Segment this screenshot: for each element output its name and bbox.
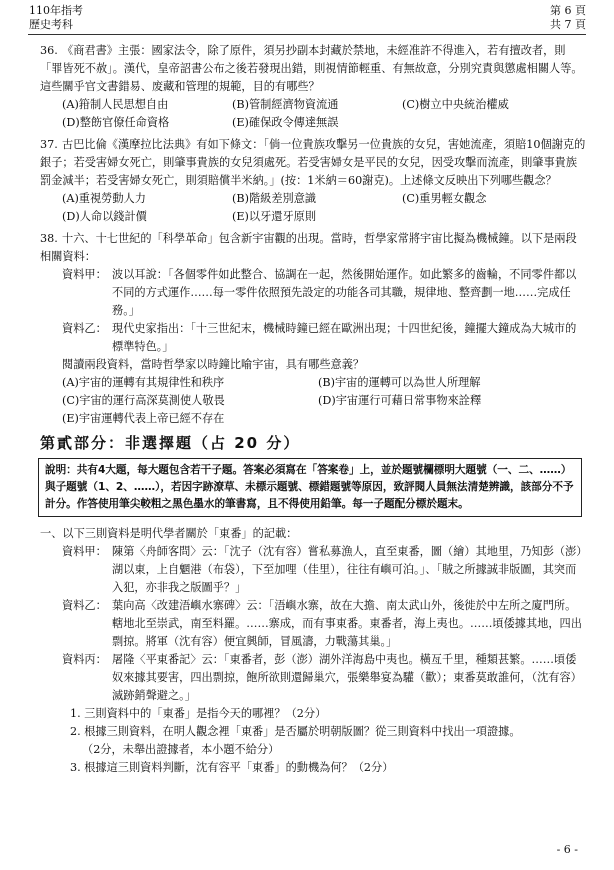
header-rule [28, 34, 586, 35]
source-c [40, 651, 586, 705]
options [40, 96, 586, 132]
question-number: 37. [40, 138, 58, 151]
option-e: (E)宇宙運轉代表上帝已經不存在 [62, 412, 225, 425]
options [40, 190, 586, 226]
source-text: 屠隆〈平東番記〉云：「東番者，彭（澎）湖外洋海島中夷也。橫亙千里，種類甚繁。……頃倭奴來據其要害，四出剽掠，飽所欲則還歸巢穴，張樂舉宴為驩（歡）；東番莫敢誰何，（沈有容）滅跡銷聲避之。」 [112, 653, 582, 702]
source-text: 陳第〈舟師客問〉云：「沈子（沈有容）嘗私募漁人，直至東番，圖（繪）其地里，乃知彭（澎）湖以東，上自魍港（布袋），下至加哩（佳里），往往有嶼可泊。」、「賊之所據誠非版圖，其突而入犯，亦非我之版圖乎？」 [112, 545, 582, 594]
header-left [29, 4, 83, 32]
option-c: (C)宇宙的運行高深莫測使人敬畏 [62, 394, 225, 407]
total-pages: 共 7 頁 [550, 18, 586, 31]
option-c: (C)重男輕女觀念 [402, 192, 487, 205]
content [40, 42, 586, 781]
instructions-box [38, 458, 582, 517]
question-37 [40, 136, 586, 226]
section-title: 第貳部分：非選擇題（占 20 分） [40, 434, 301, 452]
source-label: 資料甲： [62, 268, 107, 281]
instructions-label: 說明： [45, 464, 77, 476]
source-text: 波以耳說：「各個零件如此整合、協調在一起，然後開始運作。如此繁多的齒輪，不同零件都以不同的方式運作……每一零件依照預先設定的功能各司其職，規律地、整齊劃一地……完成任務。」 [112, 268, 577, 317]
header-right [550, 4, 586, 32]
source-text: 葉向高〈改建浯嶼水寨碑〉云：「浯嶼水寨，故在大擔、南太武山外，後徙於中左所之廈門所。轄地北至崇武，南至料羅。……寨成，而有事東番。東番者，海上夷也。……頃倭據其地，四出剽掠。將軍（沈有容）便宜興師，冒風濤，力戰蕩其巢。」 [112, 599, 582, 648]
question-ask: 閱讀兩段資料，當時哲學家以時鐘比喻宇宙，具有哪些意義？ [62, 358, 365, 371]
option-a: (A)箝制人民思想自由 [62, 98, 169, 111]
source-text: 現代史家指出：「十三世紀末，機械時鐘已經在歐洲出現；十四世紀後，鐘擺大鐘成為大城市的標準特色。」 [112, 322, 577, 353]
source-b [40, 320, 586, 356]
source-a [40, 266, 586, 320]
option-d: (D)人命以錢計價 [62, 210, 147, 223]
sub-question-2-note: （2分，未舉出證據者，本小題不給分） [82, 743, 280, 756]
footer-page-number: - 6 - [556, 843, 578, 856]
option-d: (D)整飭官僚任命資格 [62, 116, 170, 129]
source-b [40, 597, 586, 651]
option-b: (B)管制經濟物資流通 [232, 98, 339, 111]
question-number: 38. [40, 232, 58, 245]
question-text: 古巴比倫《漢摩拉比法典》有如下條文：「倘一位貴族攻擊另一位貴族的女兒，害她流產，須賠10個謝克的銀子；若受害婦女死亡，則肇事貴族的女兒須處死。若受害婦女是平民的女兒，因受攻擊而流產，則肇事貴族罰金減半；若受害婦女死亡，則須賠償半米納。」(按：1米納＝60謝克)。上述條文反映出下列哪些觀念？ [40, 138, 586, 187]
source-a [40, 543, 586, 597]
option-a: (A)重視勞動人力 [62, 192, 146, 205]
subject: 歷史考科 [29, 18, 73, 31]
question-1 [40, 525, 586, 777]
exam-year: 110年指考 [29, 4, 83, 17]
source-label: 資料乙： [62, 322, 107, 335]
option-e: (E)確保政令傳達無誤 [232, 116, 339, 129]
option-a: (A)宇宙的運轉有其規律性和秩序 [62, 376, 225, 389]
sub-question-2: 2. 根據三則資料，在明人觀念裡「東番」是否屬於明朝版圖？從三則資料中找出一項證據。 [70, 725, 521, 738]
page-number: 第 6 頁 [550, 4, 586, 17]
question-intro: 一、以下三則資料是明代學者關於「東番」的記載： [40, 527, 298, 540]
question-38 [40, 230, 586, 428]
question-36 [40, 42, 586, 132]
option-d: (D)宇宙運行可藉日常事物來詮釋 [318, 394, 482, 407]
source-label: 資料乙： [62, 599, 107, 612]
instructions-text: 共有4大題，每大題包含若干子題。答案必須寫在「答案卷」上，並於題號欄標明大題號（一、二、……）與子題號（1、2、……），若因字跡潦草、未標示題號、標錯題號等原因，致評閱人員無法清楚辨識，該部分不予計分。作答使用筆尖較粗之黑色墨水的筆書寫，且不得使用鉛筆。每一子題配分標於題末。 [45, 464, 574, 510]
sub-question-1: 1. 三則資料中的「東番」是指今天的哪裡？（2分） [70, 707, 327, 720]
option-c: (C)樹立中央統治權威 [402, 98, 509, 111]
sub-question-3: 3. 根據這三則資料判斷，沈有容平「東番」的動機為何？（2分） [70, 761, 394, 774]
question-number: 36. [40, 44, 58, 57]
question-intro: 十六、十七世紀的「科學革命」包含新宇宙觀的出現。當時，哲學家常將宇宙比擬為機械鐘。以下是兩段相關資料： [40, 232, 577, 263]
question-text: 《商君書》主張：國家法令，除了原件，須另抄副本封藏於禁地，未經准許不得進入，若有擅改者，則「罪皆死不赦」。漢代，皇帝詔書公布之後若發現出錯，則視情節輕重、有無故意，分別究責與懲處相關人等。這些關乎官文書錯易、废藏和管理的規範，目的有哪些？ [40, 44, 583, 93]
option-b: (B)階級差別意識 [232, 192, 317, 205]
options [40, 374, 586, 428]
source-label: 資料丙： [62, 653, 107, 666]
source-label: 資料甲： [62, 545, 107, 558]
option-b: (B)宇宙的運轉可以為世人所理解 [318, 376, 481, 389]
option-e: (E)以牙還牙原則 [232, 210, 317, 223]
